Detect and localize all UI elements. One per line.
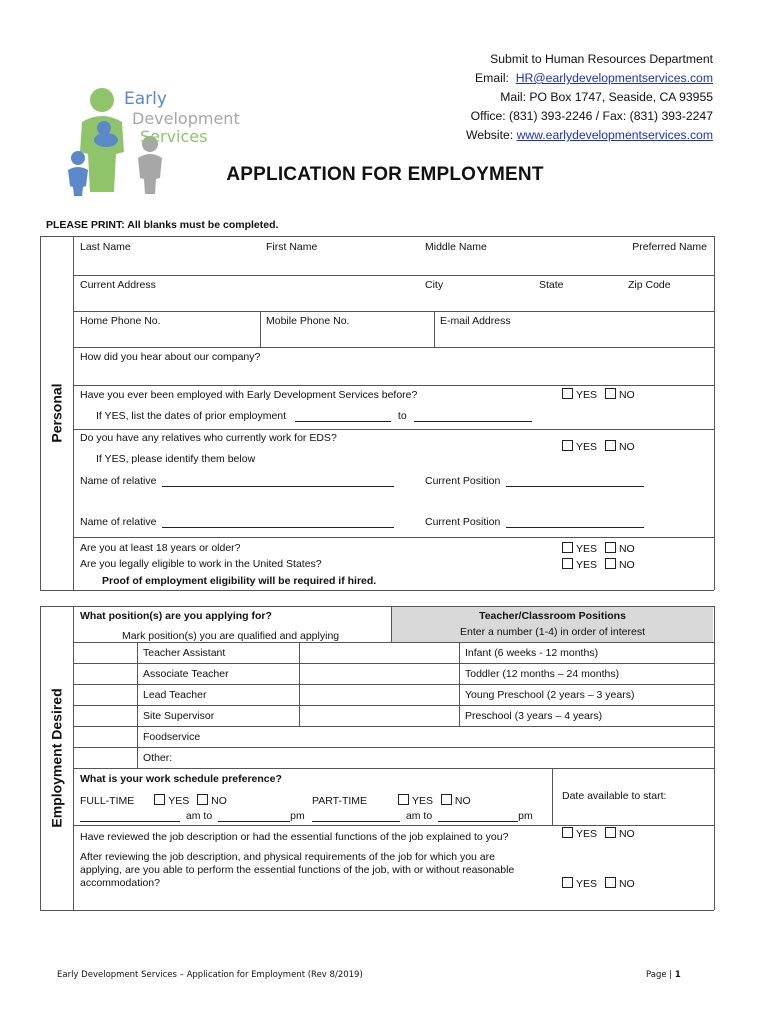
positions-question: What position(s) are you applying for? bbox=[80, 610, 272, 622]
prior-date-from-field[interactable] bbox=[295, 411, 391, 422]
middle-name-label: Middle Name bbox=[425, 241, 487, 253]
part-time-hours bbox=[312, 810, 533, 822]
classroom-infant: Infant (6 weeks - 12 months) bbox=[465, 647, 599, 659]
young-preschool-rank-field[interactable] bbox=[392, 685, 458, 705]
relatives-options: YES NO bbox=[562, 440, 635, 453]
classroom-subheader: Enter a number (1-4) in order of interest bbox=[459, 626, 645, 638]
relatives-question: Do you have any relatives who currently work for EDS? bbox=[80, 432, 337, 444]
full-time-row: FULL-TIME YES NO bbox=[80, 795, 227, 807]
logo-text-early: Early bbox=[124, 89, 167, 109]
classroom-toddler: Toddler (12 months – 24 months) bbox=[465, 668, 620, 680]
full-time-end-field[interactable] bbox=[218, 811, 290, 822]
position-foodservice: Foodservice bbox=[143, 731, 201, 743]
logo-text-development: Development bbox=[132, 109, 240, 128]
age-no-checkbox[interactable] bbox=[605, 542, 616, 553]
part-time-no-checkbox[interactable] bbox=[441, 794, 452, 805]
relatives-no-checkbox[interactable] bbox=[605, 440, 616, 451]
phone-email-fields[interactable] bbox=[74, 328, 714, 346]
essential-functions-options: YES NO bbox=[562, 877, 635, 890]
relative-position-field-1[interactable] bbox=[506, 476, 644, 487]
full-time-no-checkbox[interactable] bbox=[197, 794, 208, 805]
instructions-text: PLEASE PRINT: All blanks must be completed. bbox=[46, 219, 279, 231]
position-other: Other: bbox=[143, 752, 173, 764]
email-line bbox=[466, 69, 713, 88]
part-time-end-field[interactable] bbox=[438, 811, 518, 822]
eligibility-options: YES NO bbox=[562, 558, 635, 571]
website-link[interactable]: www.earlydevelopmentservices.com bbox=[516, 128, 713, 142]
page-title: APPLICATION FOR EMPLOYMENT bbox=[226, 164, 544, 185]
page-number-value: 1 bbox=[674, 970, 681, 980]
phone-fax: Office: (831) 393-2246 / Fax: (831) 393-2247 bbox=[470, 109, 713, 123]
employed-before-options: YES NO bbox=[562, 388, 635, 401]
mail-address: Mail: PO Box 1747, Seaside, CA 93955 bbox=[500, 90, 713, 104]
part-time-yes-checkbox[interactable] bbox=[398, 794, 409, 805]
full-time-am-to: am to bbox=[185, 810, 213, 822]
full-time-start-field[interactable] bbox=[80, 811, 180, 822]
preferred-name-label: Preferred Name bbox=[632, 241, 707, 253]
website-label: Website: bbox=[465, 128, 514, 142]
part-time-am-to: am to bbox=[405, 810, 433, 822]
full-time-yes-checkbox[interactable] bbox=[154, 794, 165, 805]
relative-name-field-2[interactable] bbox=[162, 517, 394, 528]
preschool-rank-field[interactable] bbox=[392, 706, 458, 726]
lead-teacher-rank-field[interactable] bbox=[74, 685, 136, 705]
employment-section-label: Employment Desired bbox=[48, 688, 65, 828]
full-time-hours bbox=[80, 810, 305, 822]
to-label: to bbox=[397, 410, 407, 422]
mark-positions-label: Mark position(s) you are qualified and applying bbox=[122, 630, 340, 642]
reviewed-question: Have reviewed the job description or had the essential functions of the job explained to you? bbox=[80, 831, 509, 843]
eligibility-no-checkbox[interactable] bbox=[605, 558, 616, 569]
relative-row-2 bbox=[80, 516, 394, 528]
employed-before-yes-checkbox[interactable] bbox=[562, 388, 573, 399]
classroom-header: Teacher/Classroom Positions bbox=[479, 610, 626, 622]
name-of-relative-label: Name of relative bbox=[80, 475, 157, 487]
email-address-label: E-mail Address bbox=[440, 315, 511, 327]
email-label: Email: bbox=[475, 71, 509, 85]
page-number bbox=[646, 970, 681, 980]
classroom-preschool: Preschool (3 years – 4 years) bbox=[465, 710, 603, 722]
full-time-label: FULL-TIME bbox=[80, 795, 135, 807]
website-line bbox=[466, 126, 713, 145]
essential-no-checkbox[interactable] bbox=[605, 877, 616, 888]
heard-about-label: How did you hear about our company? bbox=[80, 351, 261, 363]
part-time-pm: pm bbox=[518, 810, 533, 822]
contact-info bbox=[466, 50, 713, 145]
position-teacher-assistant: Teacher Assistant bbox=[143, 647, 226, 659]
age-yes-checkbox[interactable] bbox=[562, 542, 573, 553]
current-position-label: Current Position bbox=[425, 516, 501, 528]
age-options: YES NO bbox=[562, 542, 635, 555]
submit-to-text: Submit to Human Resources Department bbox=[490, 52, 713, 66]
prior-date-to-field[interactable] bbox=[414, 411, 532, 422]
other-rank-field[interactable] bbox=[74, 748, 136, 768]
name-of-relative-label: Name of relative bbox=[80, 516, 157, 528]
current-address-label: Current Address bbox=[80, 279, 156, 291]
associate-teacher-rank-field[interactable] bbox=[74, 664, 136, 684]
relative-position-field-2[interactable] bbox=[506, 517, 644, 528]
reviewed-yes-checkbox[interactable] bbox=[562, 827, 573, 838]
classroom-young-preschool: Young Preschool (2 years – 3 years) bbox=[465, 689, 635, 701]
email-link[interactable]: HR@earlydevelopmentservices.com bbox=[515, 71, 713, 85]
footer-text: Early Development Services – Application for Employment (Rev 8/2019) bbox=[57, 970, 363, 980]
name-fields[interactable] bbox=[74, 252, 714, 274]
heard-about-field[interactable] bbox=[74, 364, 714, 384]
page-label: Page | bbox=[646, 970, 673, 980]
relative-position-row-2 bbox=[425, 516, 644, 528]
toddler-rank-field[interactable] bbox=[392, 664, 458, 684]
mobile-phone-label: Mobile Phone No. bbox=[266, 315, 350, 327]
site-supervisor-rank-field[interactable] bbox=[74, 706, 136, 726]
essential-functions-question: After reviewing the job description, and physical requirements of the job for which you are applying, are you able to perform the essential functions of the job, with or without reasonable accommodation? bbox=[80, 851, 515, 889]
eligibility-yes-checkbox[interactable] bbox=[562, 558, 573, 569]
reviewed-no-checkbox[interactable] bbox=[605, 827, 616, 838]
address-fields[interactable] bbox=[74, 292, 714, 310]
part-time-row: PART-TIME YES NO bbox=[312, 795, 471, 807]
first-name-label: First Name bbox=[266, 241, 318, 253]
eligibility-question: Are you legally eligible to work in the United States? bbox=[80, 558, 322, 570]
relative-row-1 bbox=[80, 475, 394, 487]
date-available-field[interactable] bbox=[553, 805, 713, 823]
position-site-supervisor: Site Supervisor bbox=[143, 710, 215, 722]
logo-text-services: Services bbox=[140, 127, 208, 146]
part-time-start-field[interactable] bbox=[312, 811, 400, 822]
city-label: City bbox=[425, 279, 444, 291]
last-name-label: Last Name bbox=[80, 241, 131, 253]
schedule-question: What is your work schedule preference? bbox=[80, 773, 282, 785]
home-phone-label: Home Phone No. bbox=[80, 315, 161, 327]
identify-relatives-label: If YES, please identify them below bbox=[96, 453, 256, 465]
part-time-label: PART-TIME bbox=[312, 795, 368, 807]
essential-yes-checkbox[interactable] bbox=[562, 877, 573, 888]
state-label: State bbox=[539, 279, 564, 291]
full-time-pm: pm bbox=[290, 810, 305, 822]
current-position-label: Current Position bbox=[425, 475, 501, 487]
zip-code-label: Zip Code bbox=[628, 279, 671, 291]
relative-name-field-1[interactable] bbox=[162, 476, 394, 487]
reviewed-options: YES NO bbox=[562, 827, 635, 840]
prior-dates-label: If YES, list the dates of prior employment bbox=[96, 410, 287, 422]
personal-section-label: Personal bbox=[48, 383, 65, 443]
infant-rank-field[interactable] bbox=[392, 643, 458, 663]
position-associate-teacher: Associate Teacher bbox=[143, 668, 229, 680]
employed-before-question: Have you ever been employed with Early Development Services before? bbox=[80, 389, 418, 401]
foodservice-rank-field[interactable] bbox=[74, 727, 136, 747]
prior-dates-line bbox=[96, 410, 532, 422]
date-available-label: Date available to start: bbox=[562, 790, 667, 802]
position-lead-teacher: Lead Teacher bbox=[143, 689, 207, 701]
proof-notice: Proof of employment eligibility will be required if hired. bbox=[102, 575, 377, 587]
teacher-assistant-rank-field[interactable] bbox=[74, 643, 136, 663]
relative-position-row-1 bbox=[425, 475, 644, 487]
employed-before-no-checkbox[interactable] bbox=[605, 388, 616, 399]
age-question: Are you at least 18 years or older? bbox=[80, 542, 241, 554]
relatives-yes-checkbox[interactable] bbox=[562, 440, 573, 451]
